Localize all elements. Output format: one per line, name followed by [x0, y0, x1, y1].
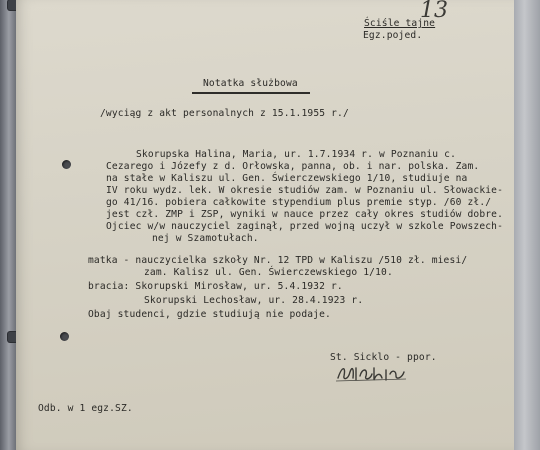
handwritten-signature	[334, 362, 414, 384]
body-line: Skorupski Lechosław, ur. 28.4.1923 r.	[144, 295, 364, 306]
body-line: matka - nauczycielka szkoły Nr. 12 TPD w Kaliszu /510 zł. miesi/	[88, 255, 468, 266]
document-title: Notatka służbowa	[203, 78, 298, 89]
body-line: Cezarego i Józefy z d. Orłowska, panna, ob. i nar. polska. Zam.	[106, 161, 480, 172]
document-subtitle: /wyciąg z akt personalnych z 15.1.1955 r./	[100, 108, 349, 119]
punch-hole	[62, 160, 71, 169]
classification-label: Ściśle tajne	[364, 18, 436, 29]
copy-label: Egz.pojed.	[363, 30, 423, 41]
body-line: na stałe w Kaliszu ul. Gen. Świerczewskiego 1/10, studiuje na	[106, 173, 468, 184]
body-line: bracia: Skorupski Mirosław, ur. 5.4.1932 r.	[88, 281, 343, 292]
body-line: Ojciec w/w nauczyciel zaginął, przed wojną uczył w szkole Powszech-	[106, 221, 504, 232]
body-line: nej w Szamotułach.	[152, 233, 259, 244]
binder-edge	[0, 0, 16, 450]
body-line: Skorupska Halina, Maria, ur. 1.7.1934 r. w Poznaniu c.	[136, 149, 456, 160]
title-underline	[192, 92, 310, 94]
body-line: jest czł. ZMP i ZSP, wyniki w nauce przez cały okres studiów dobre.	[106, 209, 504, 220]
body-line: IV roku wydz. lek. W okresie studiów zam. w Poznaniu ul. Słowackie-	[106, 185, 504, 196]
document-page	[16, 0, 514, 450]
handwritten-page-number: 13	[420, 0, 448, 23]
signature-text: St. Sicklo - ppor.	[330, 352, 437, 363]
body-line: zam. Kalisz ul. Gen. Świerczewskiego 1/10.	[144, 267, 393, 278]
body-line: go 41/16. pobiera całkowite stypendium plus premie styp. /60 zł./	[106, 197, 492, 208]
punch-hole	[60, 332, 69, 341]
body-line: Obaj studenci, gdzie studiują nie podaje.	[88, 309, 331, 320]
page-edge-right	[514, 0, 540, 450]
footer-distribution: Odb. w 1 egz.SZ.	[38, 403, 133, 414]
